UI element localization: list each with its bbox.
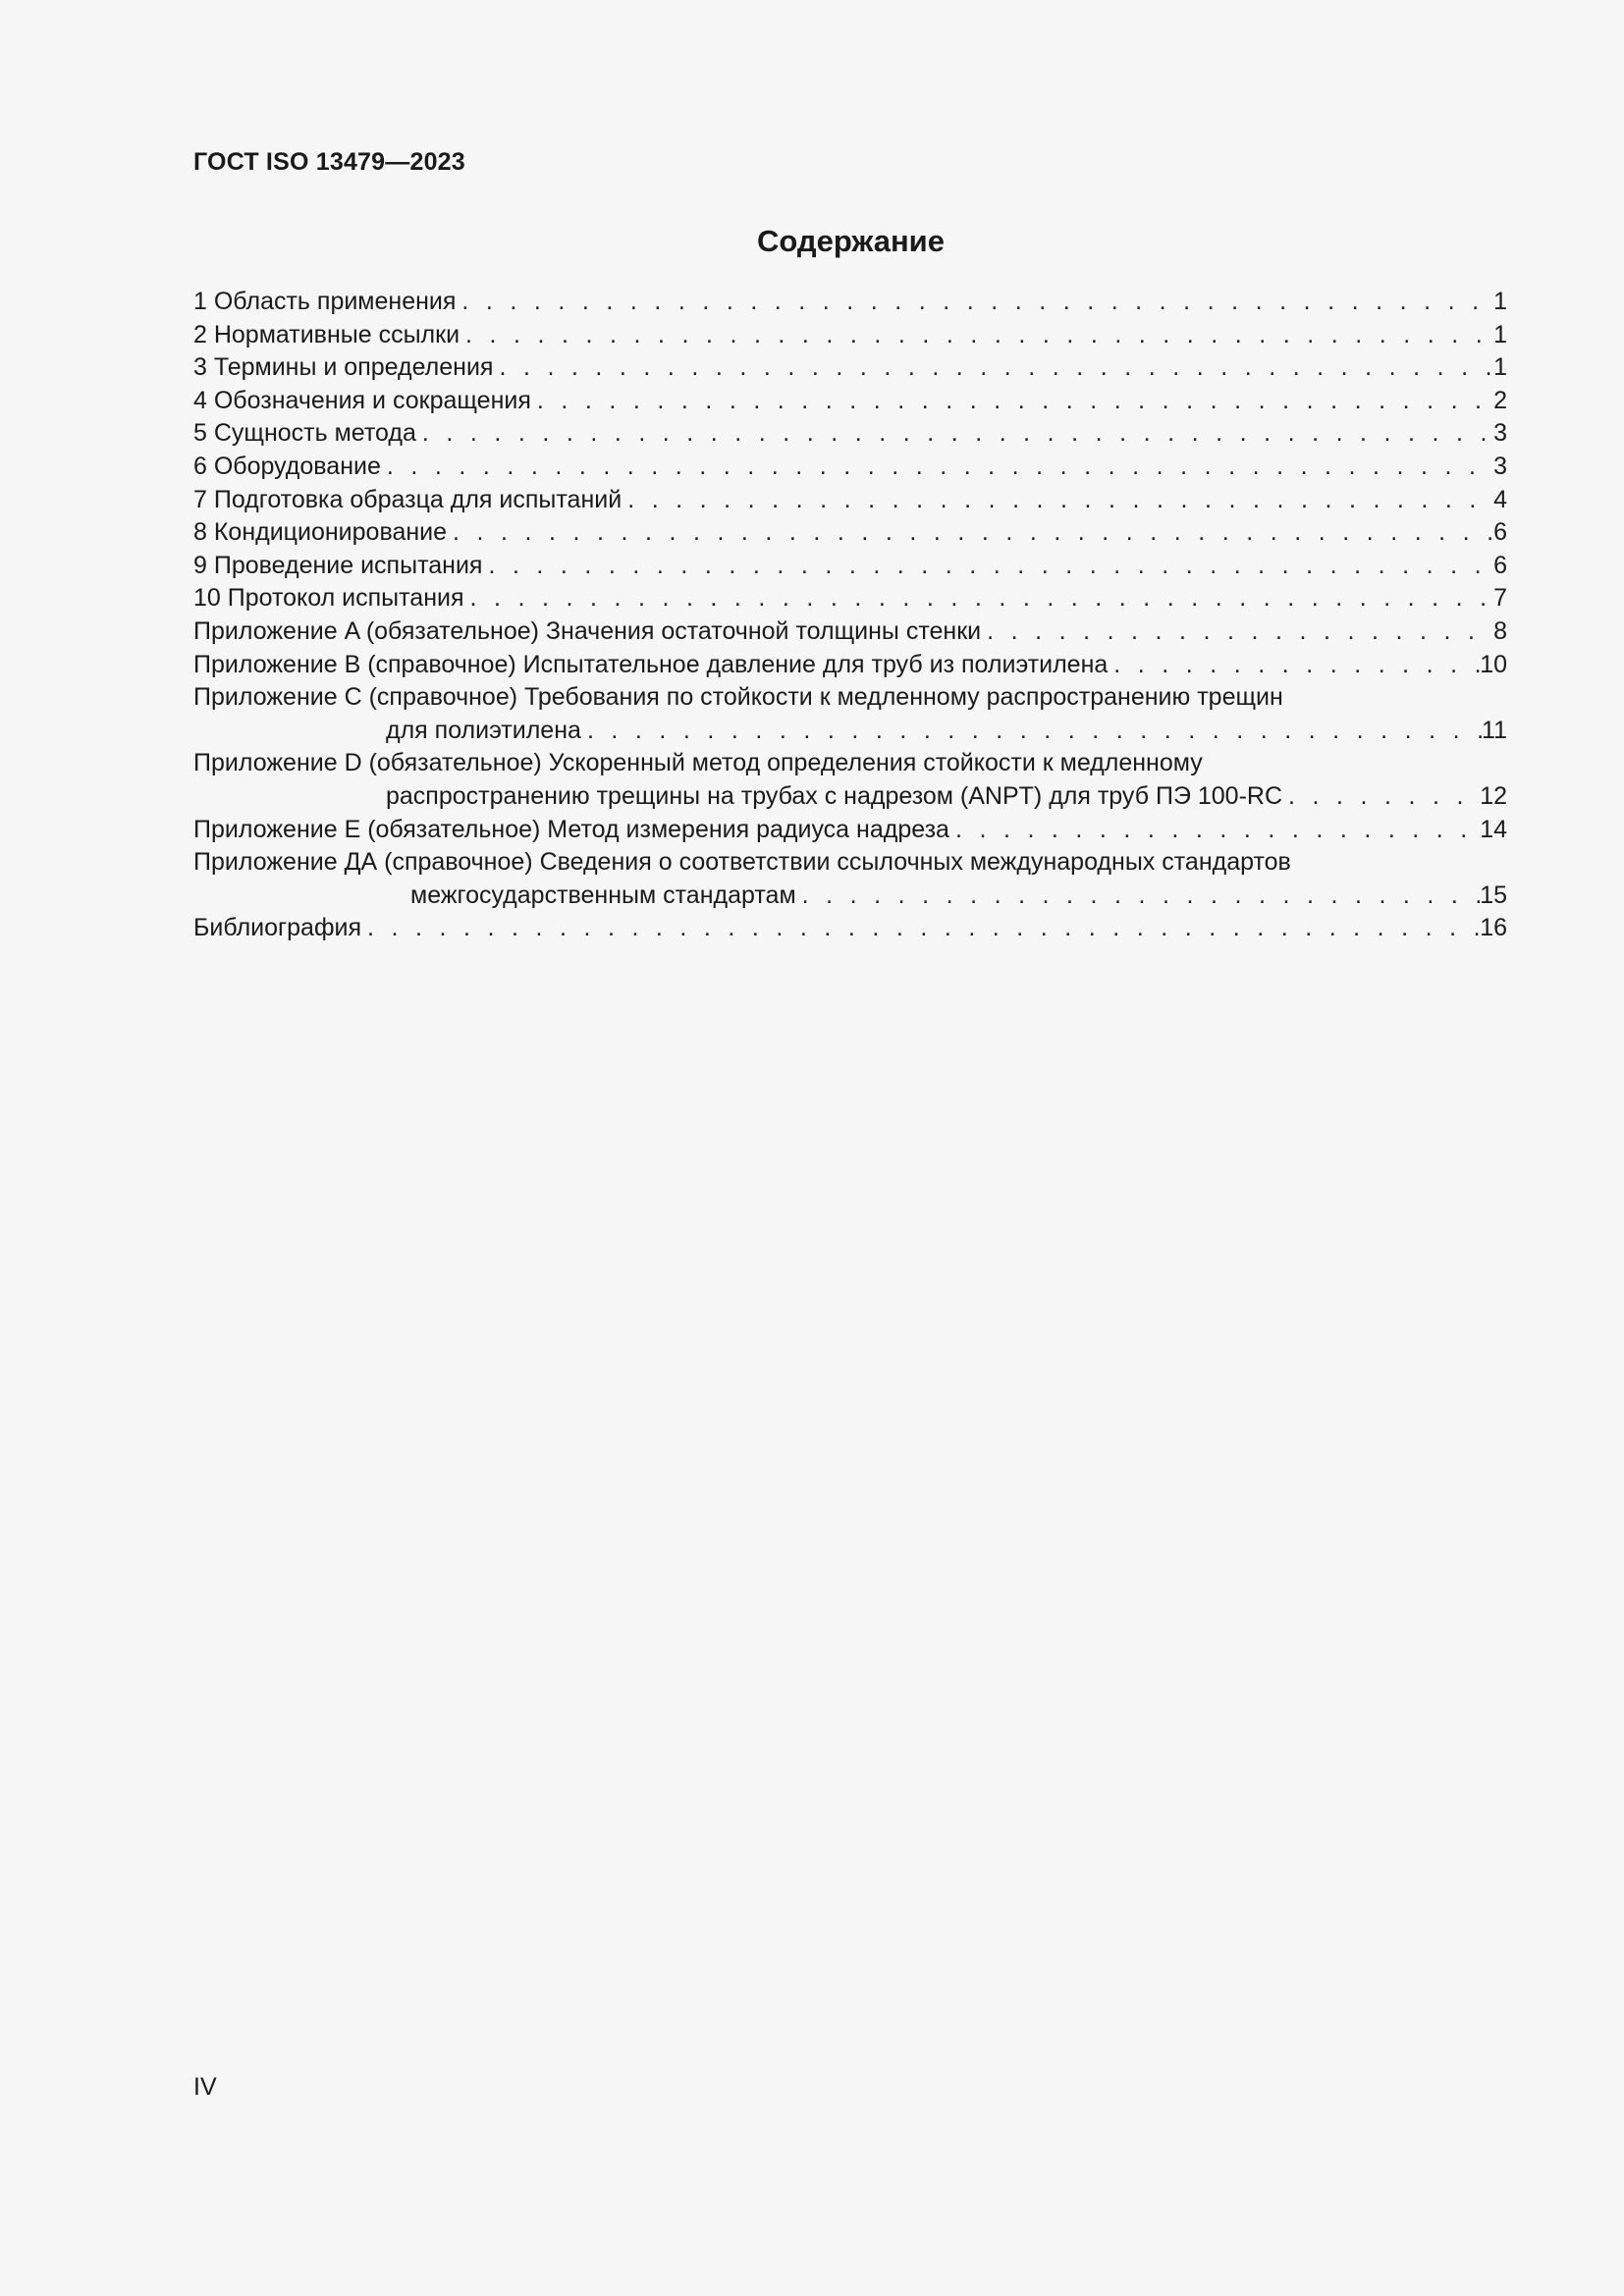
toc-entry-page: 1	[1493, 353, 1507, 382]
toc-leader-dots	[581, 715, 1482, 748]
toc-leader-dots	[622, 484, 1493, 517]
toc-leader-dots	[796, 880, 1481, 913]
toc-leader-dots	[531, 385, 1493, 418]
toc-entry-page: 11	[1482, 716, 1507, 744]
toc-entry[interactable]	[193, 880, 1507, 913]
toc-entry-page: 2	[1493, 386, 1507, 414]
toc-entry-label: межгосударственным стандартам	[410, 881, 796, 909]
toc-entry[interactable]	[193, 814, 1507, 847]
toc-entry[interactable]	[193, 715, 1507, 748]
toc-entry-label: 1 Область применения	[193, 288, 457, 315]
toc-entry-label: Приложение A (обязательное) Значения остаточной толщины стенки	[193, 616, 982, 645]
toc-entry-page: 3	[1493, 452, 1507, 480]
toc-entry[interactable]	[193, 649, 1507, 682]
toc-leader-dots	[456, 286, 1493, 319]
toc-entry[interactable]	[193, 615, 1507, 649]
page-number: IV	[193, 2073, 217, 2101]
toc-entry-page: 6	[1493, 551, 1507, 579]
toc-entry-page: 8	[1493, 616, 1507, 645]
toc-entry-label: 3 Термины и определения	[193, 353, 494, 382]
toc-entry-label: 2 Нормативные ссылки	[193, 320, 460, 348]
toc-entry-label: Приложение E (обязательное) Метод измерения радиуса надреза	[193, 815, 949, 843]
toc-entry[interactable]	[193, 417, 1507, 451]
toc-entry-label: 7 Подготовка образца для испытаний	[193, 485, 623, 513]
toc-leader-dots	[493, 351, 1493, 385]
table-of-contents	[193, 286, 1507, 945]
toc-entry[interactable]	[193, 484, 1507, 517]
toc-entry-label: распространению трещины на трубах с надрезом (ANPT) для труб ПЭ 100-RC	[386, 781, 1283, 810]
toc-leader-dots	[381, 451, 1493, 484]
toc-entry-page: 16	[1480, 914, 1507, 942]
toc-entry-page: 1	[1493, 320, 1507, 348]
toc-entry-page: 15	[1480, 881, 1507, 909]
document-header: ГОСТ ISO 13479—2023	[193, 148, 465, 176]
toc-entry-page: 4	[1493, 485, 1507, 513]
toc-leader-dots	[1282, 780, 1480, 814]
toc-entry[interactable]	[193, 319, 1507, 352]
toc-entry-page: 7	[1493, 584, 1507, 613]
toc-entry-page: 3	[1493, 419, 1507, 448]
toc-entry-label: 8 Кондиционирование	[193, 518, 448, 547]
toc-entry[interactable]	[193, 286, 1507, 319]
toc-entry-label: Библиография	[193, 914, 362, 942]
toc-entry-label: 9 Проведение испытания	[193, 551, 483, 579]
toc-entry[interactable]	[193, 516, 1507, 550]
toc-entry[interactable]	[193, 780, 1507, 814]
toc-entry-label: 5 Сущность метода	[193, 419, 416, 448]
toc-entry[interactable]	[193, 582, 1507, 615]
toc-entry[interactable]	[193, 550, 1507, 583]
toc-entry-page: 12	[1480, 781, 1507, 810]
toc-entry-first-line[interactable]: Приложение ДА (справочное) Сведения о соответствии ссылочных международных стандартов	[193, 848, 1291, 877]
toc-entry-first-line[interactable]: Приложение C (справочное) Требования по стойкости к медленному распространению трещин	[193, 683, 1283, 712]
toc-entry-label: Приложение B (справочное) Испытательное давление для труб из полиэтилена	[193, 650, 1109, 678]
toc-entry[interactable]	[193, 451, 1507, 484]
toc-entry-label: 10 Протокол испытания	[193, 584, 464, 613]
toc-entry-label: для полиэтилена	[386, 716, 581, 744]
toc-entry-page: 1	[1493, 288, 1507, 315]
toc-entry[interactable]	[193, 385, 1507, 418]
toc-entry-first-line[interactable]: Приложение D (обязательное) Ускоренный метод определения стойкости к медленному	[193, 749, 1203, 777]
toc-leader-dots	[416, 417, 1493, 451]
toc-leader-dots	[981, 615, 1493, 649]
toc-entry[interactable]	[193, 351, 1507, 385]
toc-entry[interactable]	[193, 912, 1507, 945]
toc-title: Содержание	[757, 224, 945, 258]
toc-leader-dots	[1108, 649, 1480, 682]
toc-leader-dots	[361, 912, 1480, 945]
toc-leader-dots	[464, 582, 1494, 615]
toc-leader-dots	[447, 516, 1493, 550]
toc-leader-dots	[460, 319, 1493, 352]
toc-leader-dots	[949, 814, 1480, 847]
toc-entry-label: 6 Оборудование	[193, 452, 381, 480]
toc-entry-page: 10	[1480, 650, 1507, 678]
toc-entry-label: 4 Обозначения и сокращения	[193, 386, 531, 414]
toc-entry-page: 6	[1493, 518, 1507, 547]
toc-leader-dots	[482, 550, 1493, 583]
toc-entry-page: 14	[1480, 815, 1507, 843]
